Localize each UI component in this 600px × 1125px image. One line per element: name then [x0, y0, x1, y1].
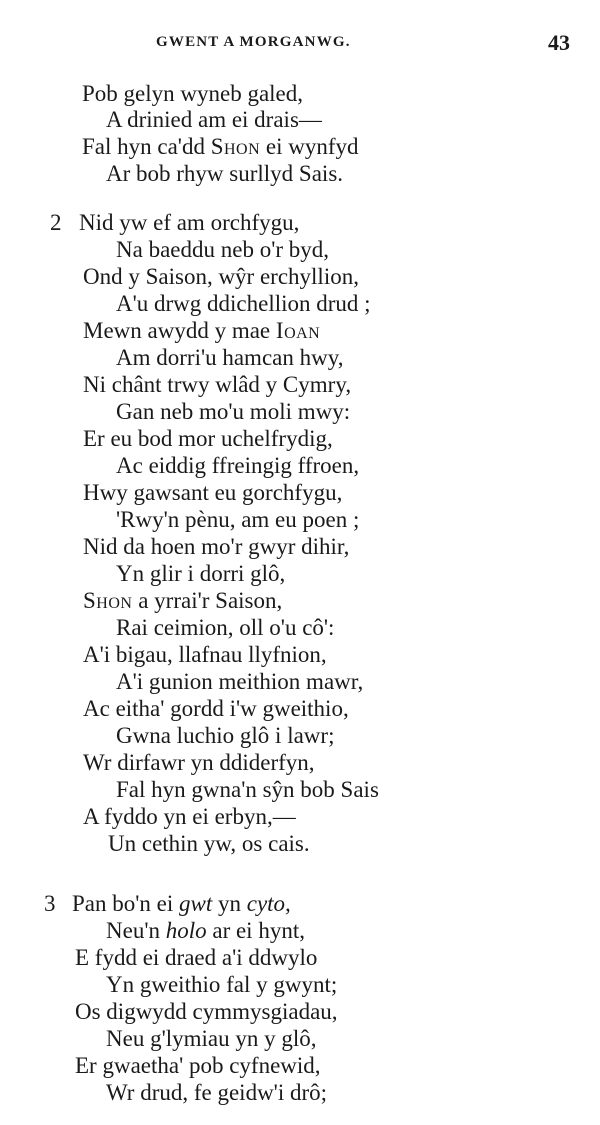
verse-line: Ond y Saison, wŷr erchyllion, — [83, 264, 359, 289]
verse-text: yn — [212, 891, 247, 916]
verse-line: Ni chânt trwy wlâd y Cymry, — [83, 372, 352, 397]
running-head — [0, 30, 600, 56]
verse-line: Gan neb mo'u moli mwy: — [116, 399, 351, 424]
running-title: GWENT A MORGANWG. — [156, 34, 351, 50]
verse-line: Am dorri'u hamcan hwy, — [116, 345, 344, 370]
verse-text: ar ei hynt, — [206, 918, 305, 943]
verse-line — [83, 587, 282, 614]
verse-line: A'u drwg ddichellion drud ; — [116, 291, 371, 316]
verse-line: A fyddo yn ei erbyn,— — [83, 804, 296, 829]
verse-line: Ar bob rhyw surllyd Sais. — [106, 161, 344, 186]
verse-text: a yrrai'r Saison, — [132, 588, 283, 613]
verse-line: Rai ceimion, oll o'u cô': — [116, 615, 335, 640]
stanza-number: 2 — [50, 210, 62, 235]
verse-italic: holo — [165, 918, 207, 943]
verse-line: Ac eitha' gordd i'w gweithio, — [83, 696, 349, 721]
verse-line: Yn glir i dorri glô, — [116, 561, 286, 586]
verse-italic: cyto, — [246, 891, 291, 916]
verse-text: Fal hyn ca'dd — [82, 134, 211, 159]
name-ioan: Ioan — [275, 318, 321, 343]
verse-line: Pob gelyn wyneb galed, — [82, 81, 304, 106]
verse-line: Na baeddu neb o'r byd, — [116, 237, 329, 262]
verse-line: E fydd ei draed a'i ddwylo — [75, 945, 318, 970]
verse-line: Un cethin yw, os cais. — [108, 831, 310, 856]
verse-text: Mewn awydd y mae — [83, 318, 276, 343]
verse-line: Neu g'lymiau yn y glô, — [106, 1026, 317, 1051]
verse-line — [82, 133, 359, 160]
verse-italic: gwt — [179, 891, 213, 916]
page-number: 43 — [548, 30, 570, 55]
verse-line — [83, 317, 320, 344]
verse-line: A'i bigau, llafnau llyfnion, — [83, 642, 327, 667]
verse-line: Nid yw ef am orchfygu, — [79, 210, 300, 235]
verse-line: Os digwydd cymmysgiadau, — [75, 999, 338, 1024]
verse-line: Gwna luchio glô i lawr; — [116, 723, 335, 748]
verse-line: 'Rwy'n pènu, am eu poen ; — [116, 507, 360, 532]
verse-line: Ac eiddig ffreingig ffroen, — [116, 453, 360, 478]
name-shon: Shon — [83, 588, 133, 613]
name-shon: Shon — [210, 134, 261, 159]
verse-line: A'i gunion meithion mawr, — [116, 669, 364, 694]
verse-line: Hwy gawsant eu gorchfygu, — [83, 480, 343, 505]
verse-line: Er gwaetha' pob cyfnewid, — [75, 1053, 321, 1078]
verse-line: Er eu bod mor uchelfrydig, — [83, 426, 333, 451]
stanza-number: 3 — [44, 891, 56, 916]
verse-text: Neu'n — [106, 918, 166, 943]
verse-line: A drinied am ei drais— — [106, 107, 322, 132]
verse-line — [106, 917, 305, 944]
verse-line — [72, 890, 291, 917]
verse-line: Fal hyn gwna'n sŷn bob Sais — [116, 777, 379, 802]
verse-line: Yn gweithio fal y gwynt; — [106, 972, 338, 997]
verse-line: Wr drud, fe geidw'i drô; — [106, 1080, 328, 1105]
verse-text: ei wynfyd — [260, 134, 359, 159]
verse-text: Pan bo'n ei — [72, 891, 179, 916]
verse-line: Nid da hoen mo'r gwyr dihir, — [83, 534, 350, 559]
verse-line: Wr dirfawr yn ddiderfyn, — [83, 750, 315, 775]
